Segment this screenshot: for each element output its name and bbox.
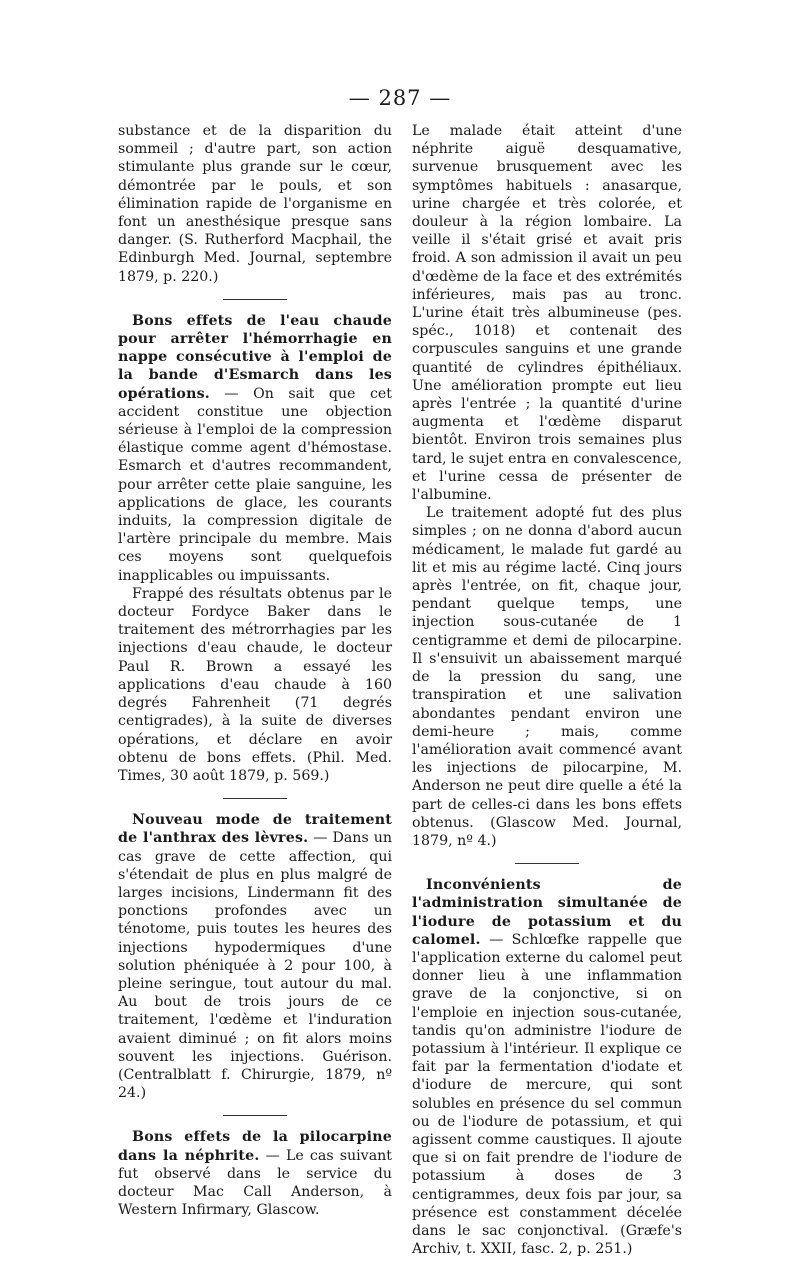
section-title: Nouveau mode de traitement de l'anthrax des lèvres.	[118, 812, 392, 847]
section-divider	[223, 1115, 287, 1116]
section-title: Bons effets de l'eau chaude pour arrêter l'hémorrhagie en nappe consécutive à l'emploi de la bande d'Esmarch dans les opérations.	[118, 312, 392, 402]
paragraph-anesthetic-end: substance et de la disparition du sommeil ; d'autre part, son action stimulante plus grande sur le cœur, démontrée par le pouls, et son élimination rapide de l'organisme en font un anesthésique presque sans danger. (S. Rutherford Macphail, the Edinburgh Med. Journal, septembre 1879, p. 220.)	[118, 123, 392, 285]
page-number: — 287 —	[348, 86, 452, 110]
section-text: — Dans un cas grave de cette affection, qui s'étendait de plus en plus malgré de larges incisions, Lindermann fit des ponctions profondes avec un ténotome, puis toutes les heures des injections hypodermiques d'une solution phéniquée à 2 pour 100, à pleine seringue, tout autour du mal. Au bout de trois jours de ce traitement, l'œdème et l'induration avaient diminué ; on fit alors moins souvent les injections. Guérison. (Centralblatt f. Chirurgie, 1879, nº 24.)	[118, 830, 393, 1102]
section-iodide-calomel	[412, 876, 682, 1258]
section-divider	[223, 299, 287, 300]
section-title: Inconvénients de l'administration simultanée de l'iodure de potassium et du calomel.	[412, 877, 682, 948]
section-text: — On sait que cet accident constitue une objection sérieuse à l'emploi de la compression élastique comme agent d'hémostase. Esmarch et d'autres recommandent, pour arrêter cette plaie sanguine, les applications de glace, les courants induits, la compression digitale de l'artère principale du membre. Mais ces moyens sont quelquefois inapplicables ou impuissants.	[118, 385, 392, 584]
section-text: — Le cas suivant fut observé dans le service du docteur Mac Call Anderson, à Western Infirmary, Glascow.	[118, 1147, 392, 1219]
section-pilocarpine	[118, 1128, 392, 1219]
left-column	[118, 122, 392, 1219]
section-divider	[515, 863, 579, 864]
section-divider	[223, 798, 287, 799]
section-title: Bons effets de la pilocarpine dans la néphrite.	[118, 1129, 392, 1164]
section-text: — Schlœfke rappelle que l'application externe du calomel peut donner lieu à une inflammation grave de la conjonctive, si on l'emploie en injection sous-cutanée, tandis qu'on administre l'iodure de potassium à l'intérieur. Il explique ce fait par la fermentation d'iodate et d'iodure de mercure, qui sont solubles en présence du sel commun ou de l'iodure de potassium, et qui agissent comme caustiques. Il ajoute que si on fait prendre de l'iodure de potassium à doses de 3 centigrammes, deux fois par jour, sa présence est constamment décelée dans le sac conjonctival. (Græfe's Archiv, t. XXII, fasc. 2, p. 251.)	[412, 931, 682, 1258]
right-column	[412, 122, 682, 1258]
paragraph-treatment: Le traitement adopté fut des plus simples ; on ne donna d'abord aucun médicament, le malade fut gardé au lit et mis au régime lacté. Cinq jours après l'entrée, on fit, chaque jour, pendant quelque temps, une injection sous-cutanée de 1 centigramme et demi de pilocarpine. Il s'ensuivit un abaissement marqué de la pression du sang, une transpiration et une salivation abondantes pendant environ une demi-heure ; mais, comme l'amélioration avait commencé avant les injections de pilocarpine, M. Anderson ne peut dire quelle a été la part de celles-ci dans les bons effets obtenus. (Glascow Med. Journal, 1879, nº 4.)	[412, 505, 682, 849]
section-anthrax	[118, 811, 392, 1102]
section-hot-water	[118, 312, 392, 585]
paragraph-nephritis-case: Le malade était atteint d'une néphrite aiguë desquamative, survenue brusquement avec les symptômes habituels : anasarque, urine chargée et très colorée, et douleur à la région lombaire. La veille il s'était grisé et avait pris froid. A son admission il avait un peu d'œdème de la face et des extrémités inférieures, mais pas au tronc. L'urine était très albumineuse (pes. spéc., 1018) et contenait des corpuscules sanguins et une grande quantité de cylindres épithéliaux. Une amélioration prompte eut lieu après l'entrée ; la quantité d'urine augmenta et l'œdème disparut bientôt. Environ trois semaines plus tard, le sujet entra en convalescence, et l'urine cessa de présenter de l'albumine.	[412, 123, 682, 504]
paragraph-fordyce-baker: Frappé des résultats obtenus par le docteur Fordyce Baker dans le traitement des métrorrhagies par les injections d'eau chaude, le docteur Paul R. Brown a essayé les applications d'eau chaude à 160 degrés Fahrenheit (71 degrés centigrades), à la suite de diverses opérations, et déclare en avoir obtenu de bons effets. (Phil. Med. Times, 30 août 1879, p. 569.)	[118, 585, 392, 784]
